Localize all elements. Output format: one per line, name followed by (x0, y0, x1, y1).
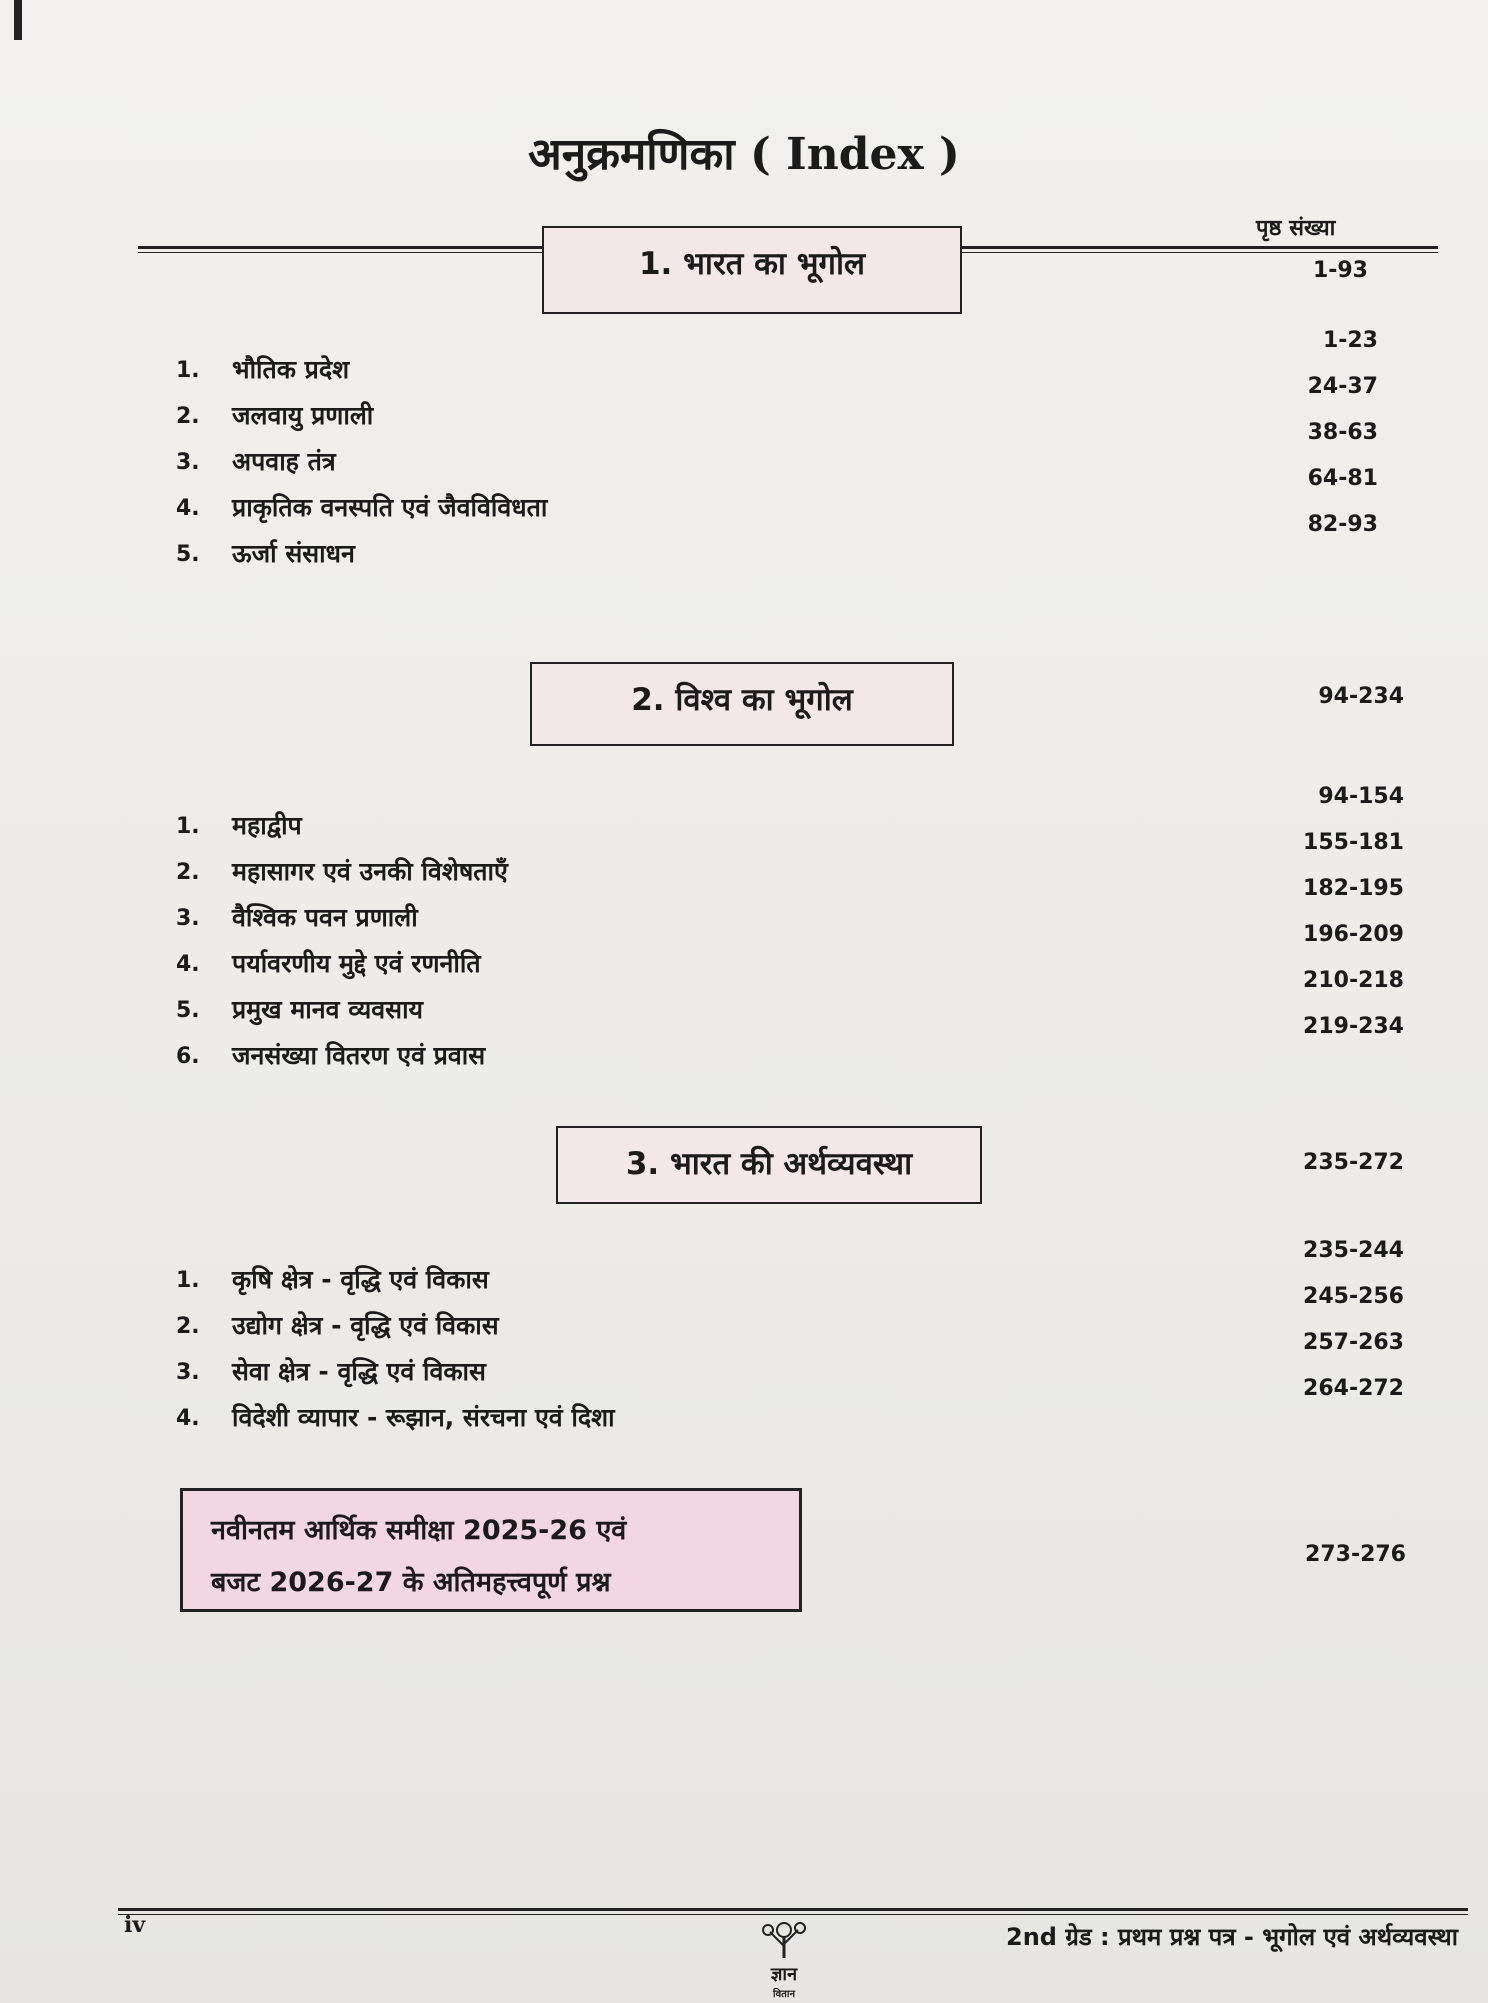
item-number: 1. (176, 814, 200, 839)
item-number: 3. (176, 1360, 200, 1385)
item-label: पर्यावरणीय मुद्दे एवं रणनीति (232, 949, 481, 978)
footer-rule-thin (118, 1914, 1468, 1915)
highlight-line-1: नवीनतम आर्थिक समीक्षा 2025-26 एवं (211, 1515, 627, 1546)
item-pages: 196-209 (1303, 922, 1404, 947)
item-pages: 1-23 (1322, 328, 1378, 353)
list-item (0, 466, 1488, 530)
list-item (0, 784, 1488, 848)
page-number-column-label: पृष्ठ संख्या (1256, 216, 1336, 241)
item-number: 2. (176, 404, 200, 429)
list-item (0, 374, 1488, 438)
list-item (0, 512, 1488, 576)
item-label: भौतिक प्रदेश (232, 355, 350, 384)
item-number: 3. (176, 450, 200, 475)
item-label: महाद्वीप (232, 811, 302, 840)
item-label: महासागर एवं उनकी विशेषताएँ (232, 857, 508, 886)
item-pages: 182-195 (1303, 876, 1404, 901)
item-label: कृषि क्षेत्र - वृद्धि एवं विकास (232, 1265, 489, 1294)
publisher-logo-word: ज्ञान (770, 1964, 798, 1985)
item-number: 1. (176, 358, 200, 383)
section-range: 94-234 (1318, 684, 1404, 709)
list-item (0, 328, 1488, 392)
item-number: 4. (176, 1406, 200, 1431)
item-pages: 82-93 (1307, 512, 1378, 537)
highlight-line-2: बजट 2026-27 के अतिमहत्त्वपूर्ण प्रश्न (211, 1567, 611, 1598)
list-item (0, 1330, 1488, 1394)
list-item (0, 922, 1488, 986)
footer-page-number: iv (124, 1912, 146, 1938)
list-item (0, 830, 1488, 894)
item-pages: 24-37 (1307, 374, 1378, 399)
item-pages: 245-256 (1303, 1284, 1404, 1309)
item-label: जनसंख्या वितरण एवं प्रवास (232, 1041, 486, 1070)
item-label: विदेशी व्यापार - रूझान, संरचना एवं दिशा (232, 1403, 615, 1432)
item-label: उद्योग क्षेत्र - वृद्धि एवं विकास (232, 1311, 499, 1340)
item-number: 6. (176, 1044, 200, 1069)
list-item (0, 1014, 1488, 1078)
item-number: 5. (176, 998, 200, 1023)
item-number: 4. (176, 496, 200, 521)
publisher-logo-text (756, 1962, 812, 2000)
item-pages: 219-234 (1303, 1014, 1404, 1039)
page-title: अनुक्रमणिका ( Index ) (528, 129, 960, 180)
item-pages: 235-244 (1303, 1238, 1404, 1263)
footer-rule (118, 1908, 1468, 1911)
list-item (0, 420, 1488, 484)
item-pages: 64-81 (1307, 466, 1378, 491)
item-label: सेवा क्षेत्र - वृद्धि एवं विकास (232, 1357, 486, 1386)
item-pages: 257-263 (1303, 1330, 1404, 1355)
item-label: प्रमुख मानव व्यवसाय (232, 995, 424, 1024)
list-item (0, 1238, 1488, 1302)
section-heading-india-economy: 3. भारत की अर्थव्यवस्था (556, 1126, 982, 1204)
economic-survey-highlight-box (180, 1488, 802, 1612)
item-label: अपवाह तंत्र (232, 447, 336, 476)
item-number: 4. (176, 952, 200, 977)
item-number: 1. (176, 1268, 200, 1293)
item-pages: 38-63 (1307, 420, 1378, 445)
item-number: 2. (176, 860, 200, 885)
list-item (0, 1284, 1488, 1348)
highlight-range: 273-276 (1305, 1542, 1406, 1567)
item-pages: 155-181 (1303, 830, 1404, 855)
item-number: 2. (176, 1314, 200, 1339)
section-range: 235-272 (1303, 1150, 1404, 1175)
item-label: जलवायु प्रणाली (232, 401, 374, 430)
item-label: प्राकृतिक वनस्पति एवं जैवविविधता (232, 493, 548, 522)
item-label: वैश्विक पवन प्रणाली (232, 903, 418, 932)
item-number: 5. (176, 542, 200, 567)
section-heading-world-geography: 2. विश्व का भूगोल (530, 662, 954, 746)
item-pages: 94-154 (1318, 784, 1404, 809)
page-edge-mark (14, 0, 22, 40)
list-item (0, 876, 1488, 940)
footer-book-title: 2nd ग्रेड : प्रथम प्रश्न पत्र - भूगोल एवं अर्थव्यवस्था (1006, 1923, 1458, 1951)
section-heading-india-geography: 1. भारत का भूगोल (542, 226, 962, 314)
list-item (0, 968, 1488, 1032)
list-item (0, 1376, 1488, 1440)
section-range: 1-93 (1312, 258, 1368, 283)
item-pages: 210-218 (1303, 968, 1404, 993)
item-label: ऊर्जा संसाधन (232, 539, 355, 568)
item-number: 3. (176, 906, 200, 931)
publisher-logo-subword: वितान (773, 1989, 795, 2000)
item-pages: 264-272 (1303, 1376, 1404, 1401)
